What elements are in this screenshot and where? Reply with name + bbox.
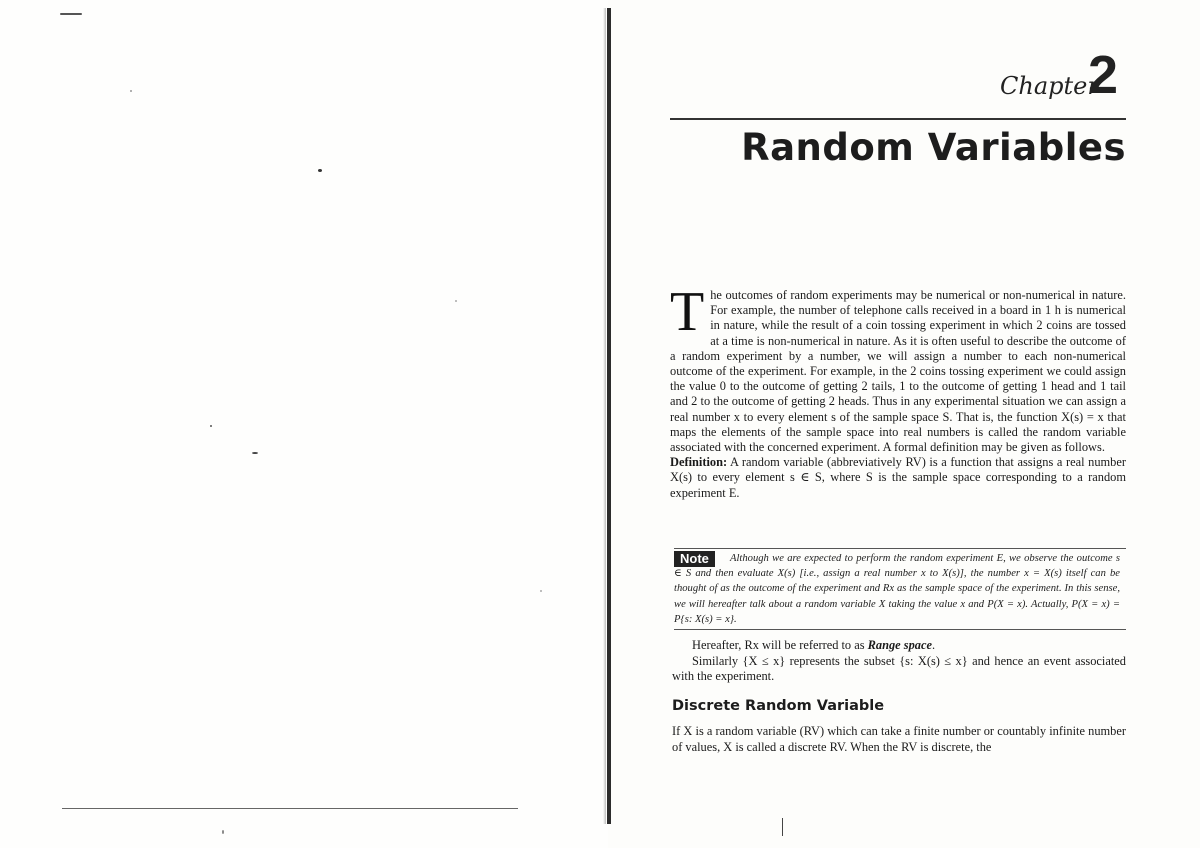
range-space-term: Range space — [867, 638, 932, 652]
note-label: Note — [674, 551, 715, 567]
definition-text: A random variable (abbreviatively RV) is a function that assigns a real number X(s) to every element s ∈ S, where S is the sample space corresponding to a random experiment E. — [670, 455, 1126, 500]
note-text: Although we are expected to perform the random experiment E, we observe the outcome s ∈ S and then evaluate X(s) [i.e., assign a real number x to X(s)], the number x = X(s) itself can be thought of as the outcome of the experiment and Rx as the sample space of the experiment. In this sense, we will hereafter talk about a random variable X taking the value x and P(X = x). Actually, P(X = x) = P{s: X(s) = x}. — [674, 553, 1120, 625]
scan-speck — [252, 452, 258, 454]
scan-speck — [318, 169, 322, 172]
scan-speck — [60, 13, 82, 15]
scan-speck — [210, 425, 212, 427]
note-box — [674, 548, 1126, 630]
scan-speck — [130, 90, 132, 92]
chapter-number: 2 — [1088, 45, 1119, 105]
drop-cap: T — [670, 281, 705, 343]
chapter-label: Chapter — [1000, 72, 1099, 100]
intro-paragraph — [670, 281, 1126, 455]
section-heading: Discrete Random Variable — [672, 698, 885, 714]
chapter-title: Random Variables — [741, 126, 1126, 169]
definition-paragraph — [670, 455, 1126, 501]
intro-text: he outcomes of random experiments may be numerical or non-numerical in nature. For example, the number of telephone calls received in a board in 1 h is numerical in nature, while the result of a coin tossing experiment in which 2 coins are tossed at a time is non-numerical in nature. As it is often useful to describe the outcome of a random experiment by a number, we will assign a number to each non-numerical outcome of the experiment. For example, in the 2 coins tossing experiment we could assign the value 0 to the outcome of getting 2 tails, 1 to the outcome of getting 1 head and 1 tail and 2 to the outcome of getting 2 heads. Thus in any experimental situation we can assign a real number x to every element s of the sample space S. That is, the function X(s) = x that maps the elements of the sample space into real numbers is called the random variable associated with the concerned experiment. A formal definition may be given as follows. — [670, 288, 1126, 455]
section-text: If X is a random variable (RV) which can take a finite number or countably infinite number of values, X is called a discrete RV. When the RV is discrete, the — [672, 724, 1126, 754]
intro-paragraph-block — [670, 281, 1126, 501]
range-space-paragraph — [672, 638, 1126, 654]
event-paragraph: Similarly {X ≤ x} represents the subset {s: X(s) ≤ x} and hence an event associated with the experiment. — [672, 653, 1126, 683]
page-mark — [782, 818, 783, 836]
scan-speck — [455, 300, 457, 302]
range-space-end: . — [932, 638, 936, 652]
scan-speck — [540, 590, 542, 592]
range-space-text: Hereafter, Rx will be referred to as — [692, 638, 868, 652]
title-rule — [670, 118, 1126, 120]
gutter-shadow — [603, 8, 606, 824]
left-page-bottom-rule — [62, 808, 518, 809]
range-space-block — [672, 638, 1126, 685]
definition-term: Definition: — [670, 455, 728, 470]
scan-speck — [222, 830, 224, 834]
